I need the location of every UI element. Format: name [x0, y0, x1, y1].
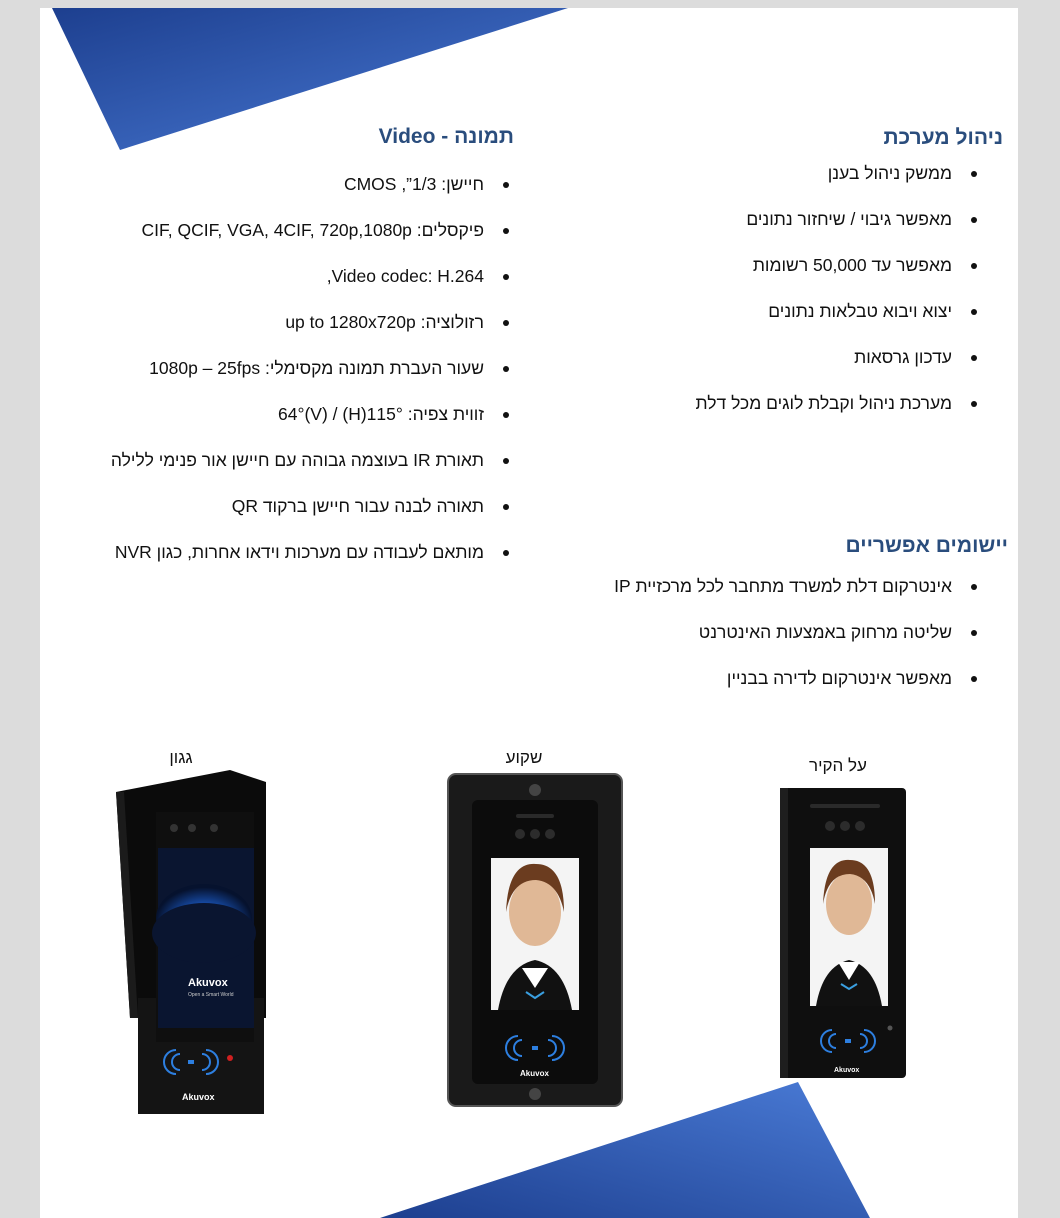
list-item: תאורת IR בעוצמה גבוהה עם חיישן אור פנימי ללילה [111, 450, 512, 470]
list-item: מאפשר גיבוי / שיחזור נתונים [696, 209, 980, 229]
list-item: שעור העברת תמונה מקסימלי: 1080p – 25fps [111, 358, 512, 378]
list-item: מאפשר אינטרקום לדירה בבניין [614, 668, 980, 688]
akuvox-tagline-text: Open a Smart World [188, 992, 234, 998]
video-title: תמונה - Video [378, 125, 514, 148]
list-item: מותאם לעבודה עם מערכות וידאו אחרות, כגון NVR [111, 542, 512, 562]
list-item: חיישן: 1/3”, CMOS [111, 174, 512, 194]
list-item: יצוא ויבוא טבלאות נתונים [696, 301, 980, 321]
akuvox-logo-text: Akuvox [834, 1067, 860, 1074]
akuvox-logo-text: Akuvox [520, 1069, 549, 1078]
list-item: עדכון גרסאות [696, 347, 980, 367]
list-item: רזולוציה: up to 1280x720p [111, 312, 512, 332]
decorative-top-triangle [40, 8, 600, 168]
flush-mount-label: שקוע [505, 748, 543, 767]
management-list [696, 163, 980, 413]
document-page [40, 8, 1018, 1218]
list-item: זווית צפיה: 115°(H) / 64°(V) [111, 404, 512, 424]
list-item: פיקסלים: CIF, QCIF, VGA, 4CIF, 720p,1080p [111, 220, 512, 240]
list-item: אינטרקום דלת למשרד מתחבר לכל מרכזיית IP [614, 576, 980, 596]
list-item: תאורה לבנה עבור חיישן ברקוד QR [111, 496, 512, 516]
canopy-mount-label: גגון [169, 748, 193, 767]
list-item: מערכת ניהול וקבלת לוגים מכל דלת [696, 393, 980, 413]
akuvox-logo-text: Akuvox [188, 977, 228, 989]
wall-mount-label: על הקיר [809, 756, 867, 775]
video-list [111, 174, 512, 562]
wall-intercom-image [778, 786, 910, 1080]
list-item: ממשק ניהול בענן [696, 163, 980, 183]
list-item: שליטה מרחוק באמצעות האינטרנט [614, 622, 980, 642]
list-item: Video codec: H.264, [111, 266, 512, 286]
canopy-intercom-image [110, 768, 270, 1118]
flush-intercom-image [446, 772, 624, 1112]
applications-list [614, 576, 980, 688]
management-title: ניהול מערכת [883, 126, 1003, 149]
list-item: מאפשר עד 50,000 רשומות [696, 255, 980, 275]
akuvox-logo-text: Akuvox [182, 1092, 215, 1102]
applications-title: יישומים אפשריים [845, 534, 1008, 557]
